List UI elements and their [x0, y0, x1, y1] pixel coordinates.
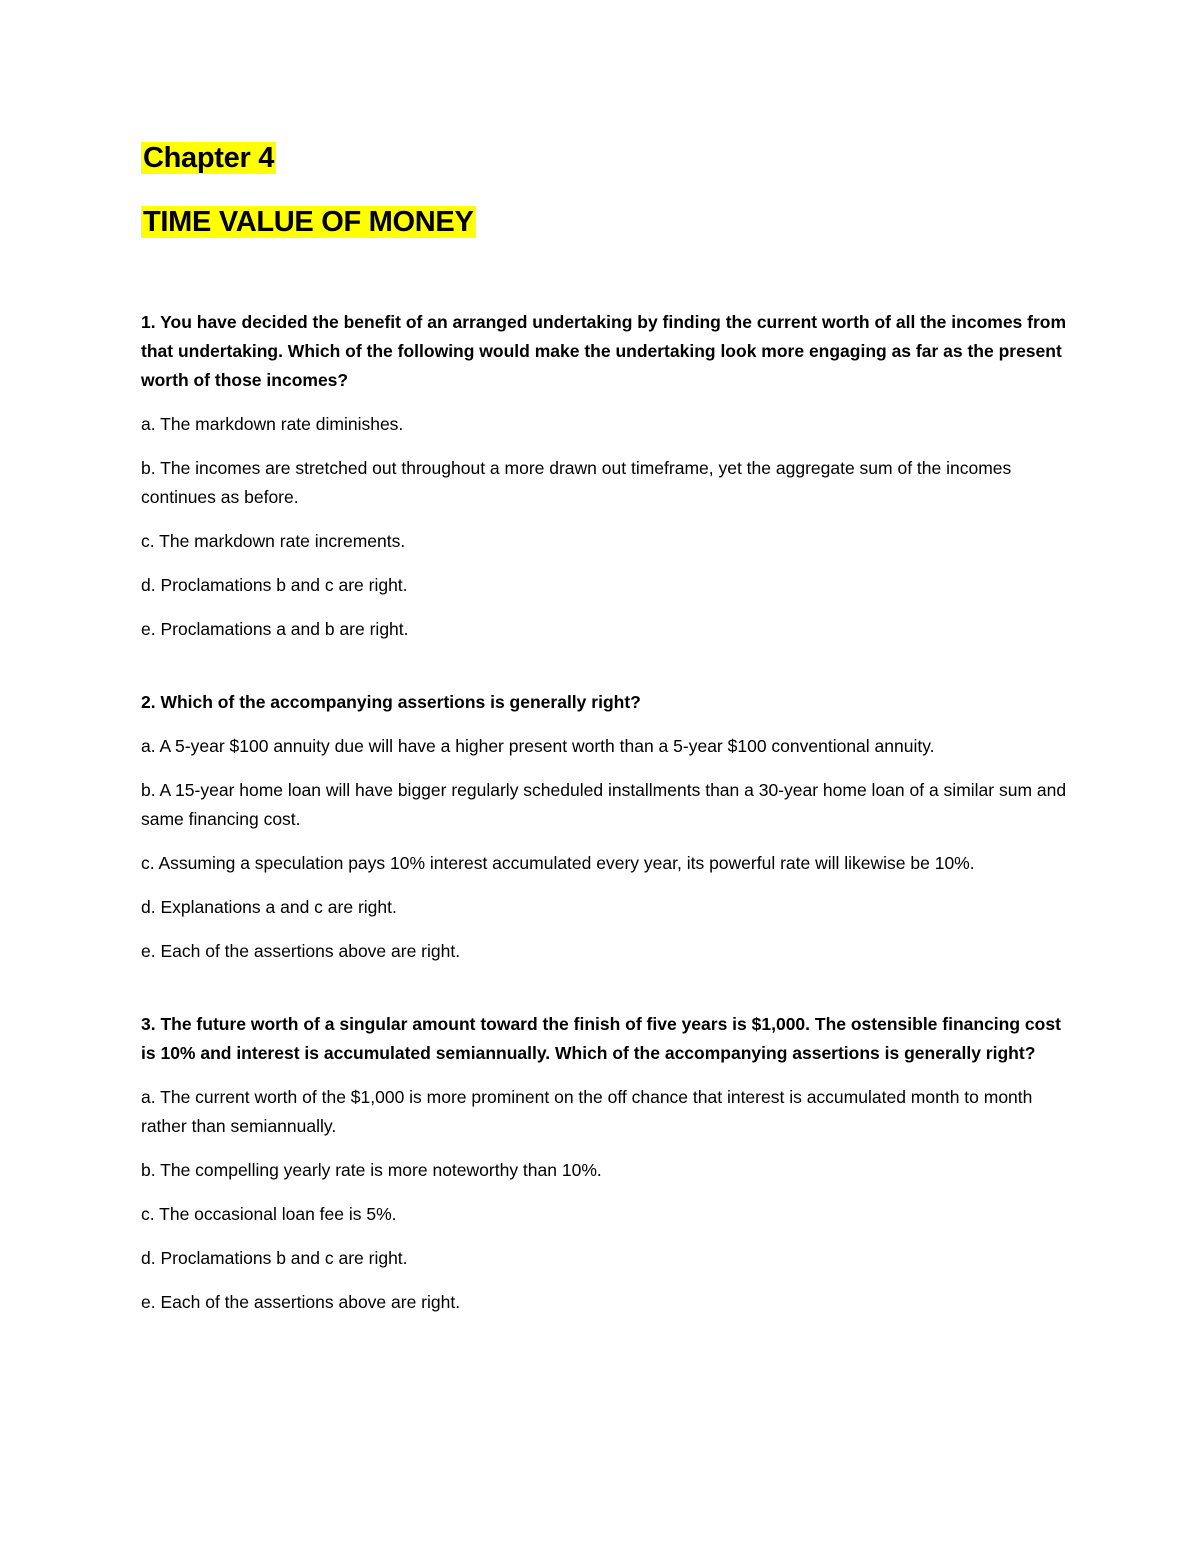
- question-1-option-a: a. The markdown rate diminishes.: [141, 414, 404, 434]
- chapter-heading-line: [141, 138, 1071, 188]
- question-block-2: [141, 688, 1071, 966]
- question-3-option-c: c. The occasional loan fee is 5%.: [141, 1204, 397, 1224]
- question-3-option-b: b. The compelling yearly rate is more noteworthy than 10%.: [141, 1160, 602, 1180]
- question-block-1: [141, 308, 1071, 644]
- question-2-option-b: b. A 15-year home loan will have bigger regularly scheduled installments than a 30-year home loan of a similar sum and same financing cost.: [141, 780, 1067, 829]
- chapter-heading: Chapter 4: [143, 142, 275, 174]
- question-2-text: 2. Which of the accompanying assertions is generally right?: [141, 692, 641, 712]
- document-title: TIME VALUE OF MONEY: [143, 206, 474, 238]
- question-1-option-e: e. Proclamations a and b are right.: [141, 619, 409, 639]
- question-3-option-d: d. Proclamations b and c are right.: [141, 1248, 408, 1268]
- document-content: [141, 138, 1071, 1332]
- question-2-option-e: e. Each of the assertions above are right.: [141, 941, 461, 961]
- question-2-option-c: c. Assuming a speculation pays 10% interest accumulated every year, its powerful rate will likewise be 10%.: [141, 853, 975, 873]
- question-2-option-a: a. A 5-year $100 annuity due will have a higher present worth than a 5-year $100 conventional annuity.: [141, 736, 935, 756]
- question-3-option-a: a. The current worth of the $1,000 is more prominent on the off chance that interest is accumulated month to month rather than semiannually.: [141, 1087, 1033, 1136]
- question-1-option-d: d. Proclamations b and c are right.: [141, 575, 408, 595]
- question-block-3: [141, 1010, 1071, 1317]
- question-1-option-c: c. The markdown rate increments.: [141, 531, 406, 551]
- question-3-text: 3. The future worth of a singular amount toward the finish of five years is $1,000. The ostensible financing cost is 10% and interest is accumulated semiannually. Which of the accompanying assertions is generally right?: [141, 1014, 1061, 1063]
- question-1-option-b: b. The incomes are stretched out throughout a more drawn out timeframe, yet the aggregate sum of the incomes continues as before.: [141, 458, 1012, 507]
- title-heading-line: [141, 202, 1071, 252]
- question-3-option-e: e. Each of the assertions above are right.: [141, 1292, 461, 1312]
- question-2-option-d: d. Explanations a and c are right.: [141, 897, 397, 917]
- question-1-text: 1. You have decided the benefit of an arranged undertaking by finding the current worth of all the incomes from that undertaking. Which of the following would make the undertaking look more engaging as far as the present worth of those incomes?: [141, 312, 1067, 390]
